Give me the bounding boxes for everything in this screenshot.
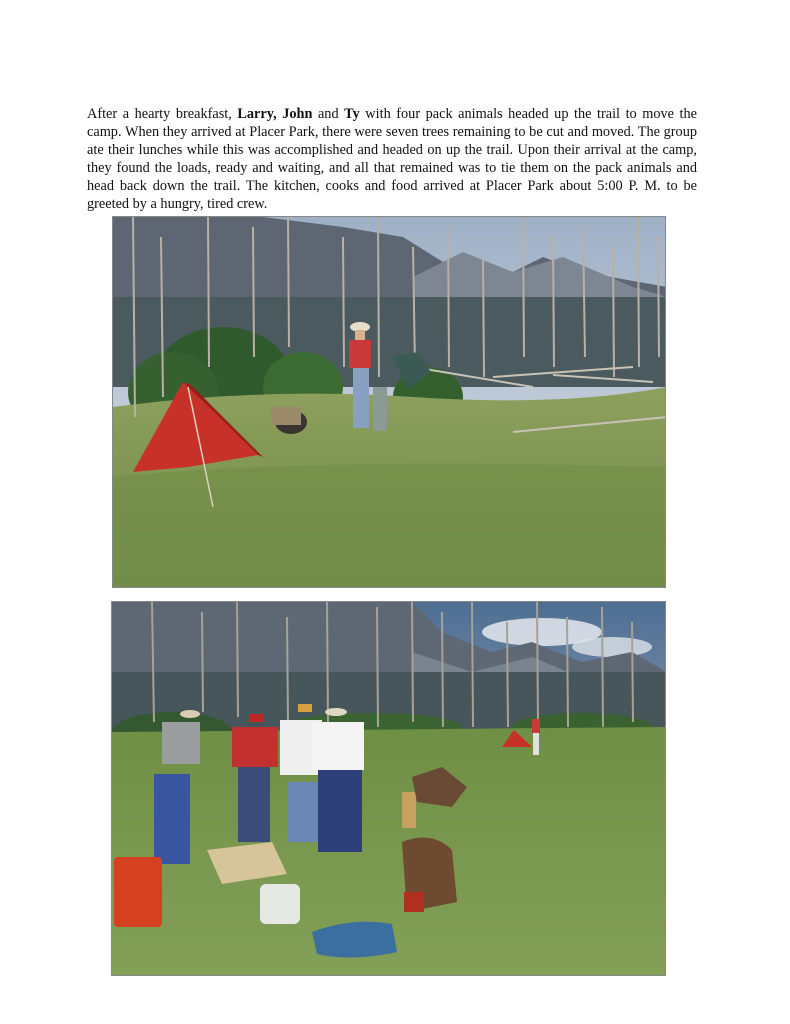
name-ty: Ty <box>344 106 360 122</box>
photo-camp-tent <box>112 216 666 588</box>
narrative-paragraph <box>87 105 697 213</box>
text-run: with four pack animals headed up the trail to move the camp. When they arrived at Placer Park, there were seven trees remaining to be cut and moved. The group ate their lunches while this was accomplished and headed on up the trail. Upon their arrival at the camp, they found the loads, ready and waiting, and all that remained was to tie them on the pack animals and head back down the trail. The kitchen, cooks and food arrived at Placer Park about 5:00 P. M. to be greeted by a hungry, tired crew. <box>87 106 697 212</box>
text-run: After a hearty breakfast, <box>87 106 238 122</box>
name-john: John <box>282 106 313 122</box>
name-larry: Larry, <box>237 106 277 122</box>
text-run: and <box>312 106 345 122</box>
photo-crew-meadow <box>111 601 666 976</box>
